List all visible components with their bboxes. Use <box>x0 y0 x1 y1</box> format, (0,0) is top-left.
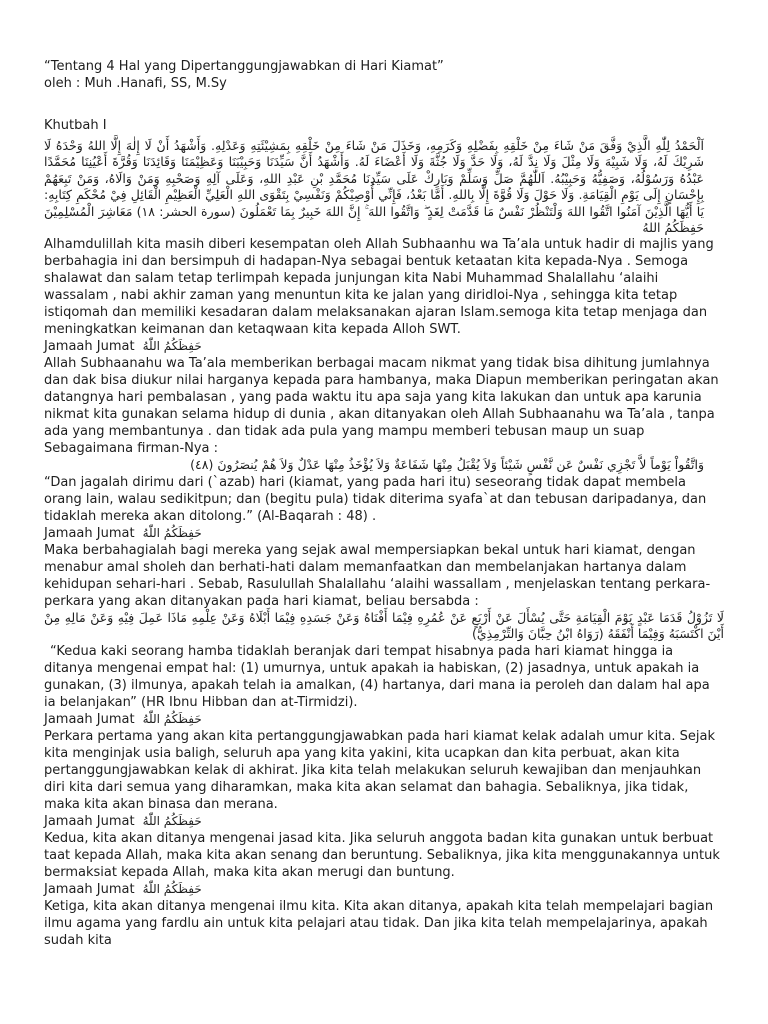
paragraph: Maka berbahagialah bagi mereka yang sejak awal mempersiapkan bekal untuk hari kiamat, dengan menabur amal sholeh dan berhati-hati dalam memanfaatkan dan membelanjakan hartanya dalam kehidupan sehari-hari . Sebab, Rasulullah Shalallahu ‘alaihi wassallam , menjelaskan tentang perkara-perkara yang akan ditanyakan pada hari kiamat, beliau bersabda : <box>44 542 711 609</box>
section-heading: Khutbah I <box>44 118 107 133</box>
paragraph: Kedua, kita akan ditanya mengenai jasad kita. Jika seluruh anggota badan kita gunakan untuk berbuat taat kepada Allah, maka kita akan senang dan beruntung. Sebaliknya, jika kita menggunakannya untuk bermaksiat kepada Allah, maka kita akan merugi dan buntung. <box>44 830 720 880</box>
jamaah-salutation <box>44 711 724 728</box>
jamaah-label: Jamaah Jumat <box>44 525 135 541</box>
jamaah-salutation <box>44 525 724 542</box>
arabic-hadith: لَا تَزُوْلُ قَدَمَا عَبْدٍ يَوْمَ الْقِيَامَةِ حَتَّى يُسْأَلَ عَنْ أَرْبَعٍ عَنْ عُمُرِهِ فِيْمَا أَفْنَاهُ وَعَنْ جَسَدِهِ فِيْمَا أَبْلَاهُ وَعَنْ عِلْمِهِ مَاذَا عَمِلَ فِيْهِ وَعَنْ مَالِهِ مِنْ أَيْنَ اكْتَسَبَهُ وَفِيْمَا أَنْفَقَهُ (رَوَاهُ ابْنُ حِبَّانَ وَالتِّرْمِذِيُّ) <box>44 609 724 642</box>
document-author: oleh : Muh .Hanafi, SS, M.Sy <box>44 76 227 91</box>
jamaah-arabic: حَفِظَكُمُ اللّٰهُ <box>142 711 202 726</box>
jamaah-label: Jamaah Jumat <box>44 339 135 355</box>
jamaah-label: Jamaah Jumat <box>44 711 135 727</box>
jamaah-salutation <box>44 813 724 830</box>
arabic-verse: وَاتَّقُواْ يَوْماً لاَّ تَجْزِي نَفْسٌ عَن نَّفْسٍ شَيْئاً وَلاَ يُقْبَلُ مِنْهَا شَفَاعَةٌ وَلاَ يُؤْخَذُ مِنْهَا عَدْلٌ وَلاَ هُمْ يُنصَرُونَ (٤٨) <box>190 457 704 473</box>
paragraph: Allah Subhaanahu wa Ta’ala memberikan berbagai macam nikmat yang tidak bisa dihitung jumlahnya dan dak bisa diukur nilai harganya kepada para hambanya, maka Diapun memberikan peringatan akan datangnya hari pembalasan , yang pada waktu itu apa saja yang kita lakukan dan untuk apa karunia nikmat kita gunakan selama hidup di dunia , akan ditanyakan oleh Allah Subhaanahu wa Ta’ala , tanpa ada yang membantunya . dan tidak ada pula yang mampu memberi tebusan maup un suap Sebagaimana firman-Nya : <box>44 356 719 457</box>
jamaah-salutation <box>44 338 724 355</box>
paragraph: Ketiga, kita akan ditanya mengenai ilmu kita. Kita akan ditanya, apakah kita telah mempelajari bagian ilmu agama yang fardlu ain untuk kita pelajari atau tidak. Dan jika kita telah mempelajarinya, apakah sudah kita <box>44 898 714 948</box>
jamaah-label: Jamaah Jumat <box>44 881 135 897</box>
paragraph: Alhamdulillah kita masih diberi kesempatan oleh Allah Subhaanhu wa Ta’ala untuk hadir di majlis yang berbahagia ini dan bersimpuh di hadapan-Nya sebagai bentuk ketaatan kita kepada-Nya . Semoga shalawat dan salam tetap terlimpah kepada junjungan kita Nabi Muhammad Shalallahu ‘alaihi wassalam , nabi akhir zaman yang menuntun kita ke jalan yang diridloi-Nya , sehingga kita tetap istiqomah dan memiliki kesadaran dalam melaksanakan ajaran Islam.semoga kita tetap menjaga dan meningkatkan keimanan dan ketaqwaan kita kepada Alloh SWT. <box>44 237 714 338</box>
jamaah-arabic: حَفِظَكُمُ اللّٰهُ <box>142 525 202 540</box>
paragraph: Perkara pertama yang akan kita pertanggungjawabkan pada hari kiamat kelak adalah umur kita. Sejak kita menginjak usia baligh, seluruh apa yang kita yakini, kita ucapkan dan kita perbuat, akan kita pertanggungjawabkan kelak di akhirat. Jika kita telah melakukan seluruh kewajiban dan menjauhkan diri kita dari semua yang diharamkan, maka kita akan selamat dan bahagia. Sebaliknya, jika tidak, maka kita akan binasa dan merana. <box>44 728 715 812</box>
verse-translation: “Dan jagalah dirimu dari (`azab) hari (kiamat, yang pada hari itu) seseorang tidak dapat membela orang lain, walau sedikitpun; dan (begitu pula) tidak diterima syafa`at dan tebusan daripadanya, dan tidaklah mereka akan ditolong.” (Al-Baqarah : 48) . <box>44 474 707 524</box>
document-title: “Tentang 4 Hal yang Dipertanggungjawabkan di Hari Kiamat” <box>44 59 444 74</box>
jamaah-label: Jamaah Jumat <box>44 813 135 829</box>
jamaah-arabic: حَفِظَكُمُ اللّٰهُ <box>142 881 202 896</box>
hadith-translation: “Kedua kaki seorang hamba tidaklah beranjak dari tempat hisabnya pada hari kiamat hingga ia ditanya mengenai empat hal: (1) umurnya, untuk apakah ia habiskan, (2) jasadnya, untuk apakah ia gunakan, (3) ilmunya, apakah telah ia amalkan, (4) hartanya, dari mana ia peroleh dan dalam hal apa ia belanjakan” (HR Ibnu Hibban dan at-Tirmidzi). <box>44 643 710 710</box>
arabic-opening: اَلْحَمْدُ لِلّٰهِ الَّذِيْ وَفَّقَ مَنْ شَاءَ مِنْ خَلْقِهِ بِفَضْلِهِ وَكَرَمِهِ، وَخَذَلَ مَنْ شَاءَ مِنْ خَلْقِهِ بِمَشِيْئَتِهِ وَعَدْلِهِ. وَأَشْهَدُ أَنْ لَا إِلٰهَ إِلَّا اللهُ وَحْدَهُ لَا شَرِيْكَ لَهُ، وَلَا شَبِيْهَ وَلَا مِثْلَ وَلَا نِدَّ لَهُ، وَلَا حَدَّ وَلَا جُثَّةَ وَلَا أَعْضَاءَ لَهُ. وَأَشْهَدُ أَنَّ سَيِّدَنَا وَحَبِيْبَنَا وَعَظِيْمَنَا وَقَائِدَنَا وَقُرَّةَ أَعْيُنِنَا مُحَمَّدًا عَبْدُهُ وَرَسُوْلُهُ، وَصَفِيُّهُ وَحَبِيْبُهُ. اَللّٰهُمَّ صَلِّ وَسَلِّمْ وَبَارِكْ عَلَى سَيِّدِنَا مُحَمَّدِ بْنِ عَبْدِ اللهِ، وَعَلَى آلِهِ وَصَحْبِهِ وَمَنْ وَالَاهُ، وَمَنْ تَبِعَهُمْ بِإِحْسَانٍ إِلَى يَوْمِ الْقِيَامَةِ. وَلَا حَوْلَ وَلَا قُوَّةَ إِلَّا بِاللهِ. أَمَّا بَعْدُ، فَإِنِّي أُوْصِيْكُمْ وَنَفْسِيْ بِتَقْوَى اللهِ الْعَلِيِّ الْعَظِيْمِ الْقَائِلِ فِيْ مُحْكَمِ كِتَابِهِ: يَا أَيُّهَا الَّذِيْنَ آمَنُوا اتَّقُوا اللهَ وَلْتَنْظُرْ نَفْسٌ مَا قَدَّمَتْ لِغَدٍ ۖ وَاتَّقُوا اللهَ ۚ إِنَّ اللهَ خَبِيرٌ بِمَا تَعْمَلُونَ (سورة الحشر: ١٨) مَعَاشِرَ الْمُسْلِمِيْنَ حَفِظَكُمُ اللهُ <box>44 138 704 236</box>
jamaah-arabic: حَفِظَكُمُ اللّٰهُ <box>142 813 202 828</box>
jamaah-arabic: حَفِظَكُمُ اللّٰهُ <box>142 339 202 354</box>
jamaah-salutation <box>44 881 724 898</box>
